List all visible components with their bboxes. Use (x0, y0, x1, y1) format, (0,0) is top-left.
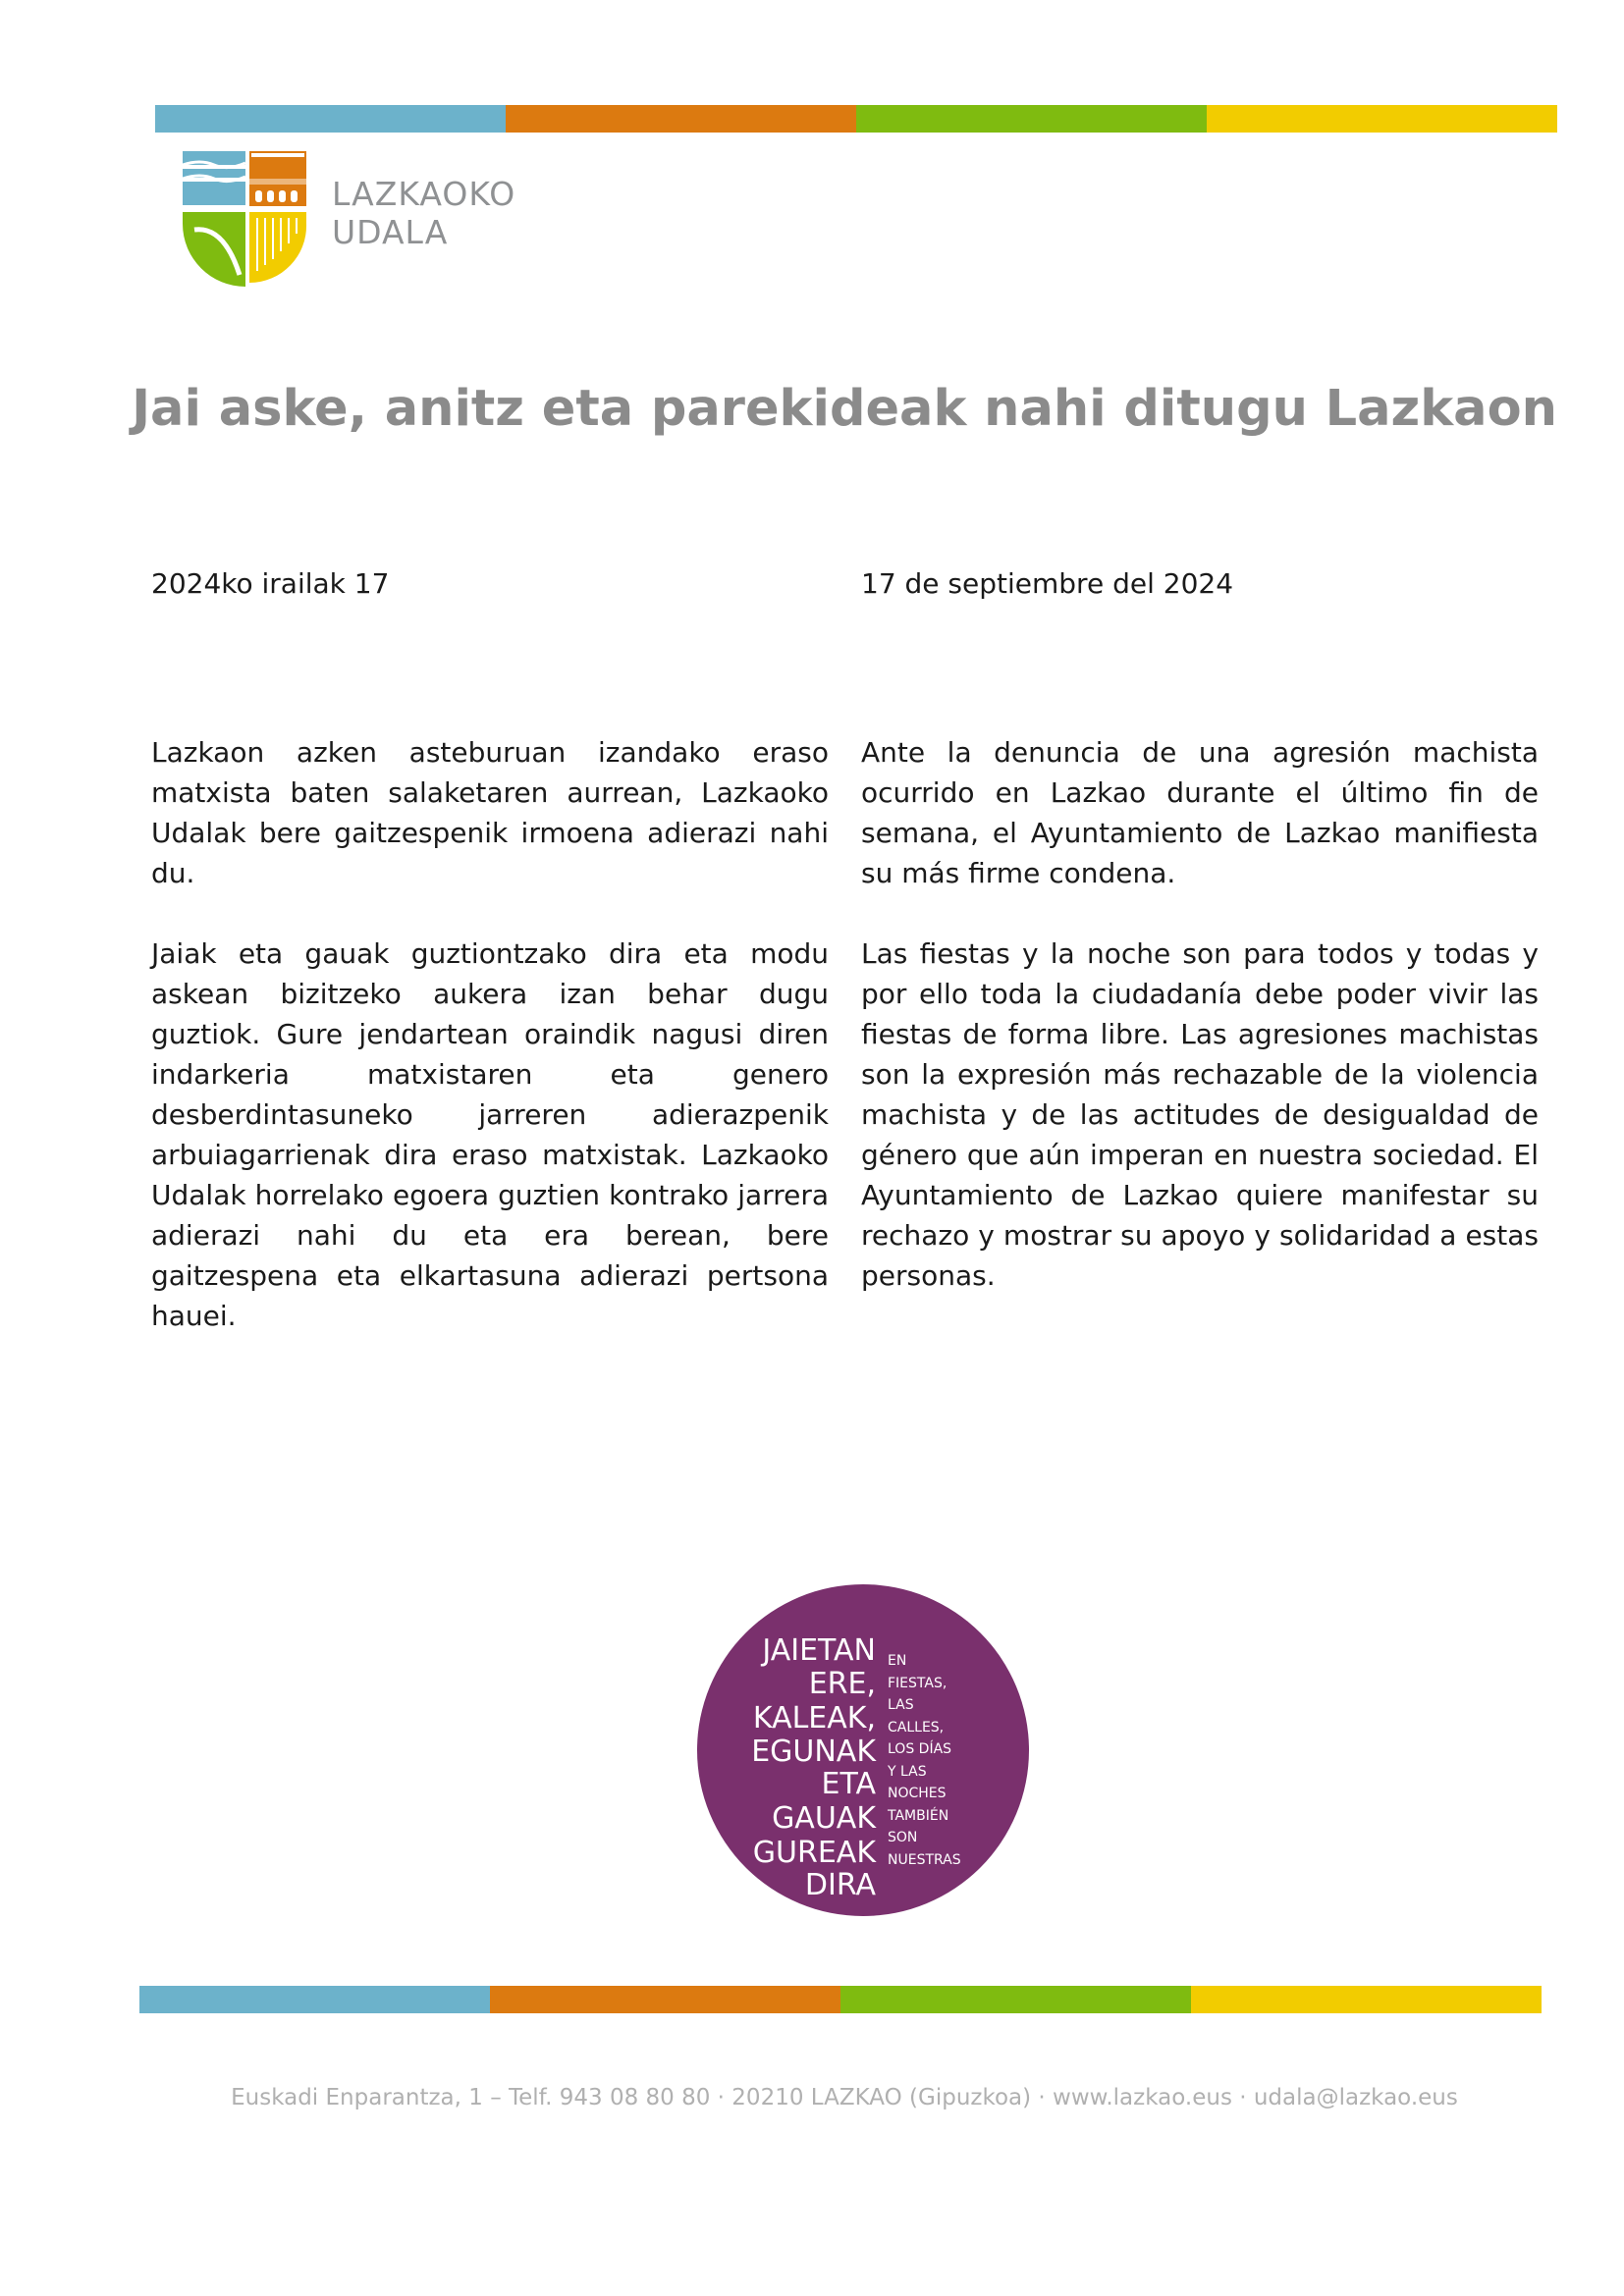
stripe-yellow (1191, 1986, 1542, 2013)
footer-contact: Euskadi Enparantza, 1 – Telf. 943 08 80 80 · 20210 LAZKAO (Gipuzkoa) · www.lazkao.eus · udala@lazkao.eus (231, 2085, 1458, 2110)
badge-eu-line: EGUNAK (751, 1735, 876, 1769)
date-spanish: 17 de septiembre del 2024 (861, 567, 1234, 600)
body-column-basque (151, 732, 829, 1376)
bottom-color-stripe (139, 1986, 1542, 2013)
badge-eu-line: GAUAK (772, 1801, 876, 1836)
paragraph-eu-1: Lazkaon azken asteburuan izandako eraso matxista baten salaketaren aurrean, Lazkaoko Udalak bere gaitzespenik irmoena adierazi nahi du. (151, 736, 829, 889)
badge-es-line: SON (888, 1830, 918, 1845)
lazkao-logo-icon (181, 149, 308, 289)
logo-name-line2: UDALA (332, 213, 449, 251)
badge-eu-line: GUREAK (752, 1836, 876, 1870)
badge-es-line: NUESTRAS (888, 1852, 961, 1868)
badge-eu-line: DIRA (804, 1868, 876, 1902)
body-column-spanish (861, 732, 1539, 1336)
stripe-orange (506, 105, 856, 133)
logo-wordmark (332, 175, 515, 251)
page-title: Jai aske, anitz eta parekideak nahi ditugu Lazkaon (132, 380, 1557, 438)
stripe-orange (490, 1986, 840, 2013)
paragraph-eu-2: Jaiak eta gauak guztiontzako dira eta modu askean bizitzeko aukera izan behar dugu guztiok. Gure jendartean oraindik nagusi diren indarkeria matxistaren eta genero desberdintasuneko jarreren adierazpenik arbuiagarrienak dira eraso matxistak. Lazkaoko Udalak horrelako egoera guztien kontrako jarrera adierazi nahi du eta era berean, bere gaitzespena eta elkartasuna adierazi pertsona hauei. (151, 937, 829, 1332)
badge-es-line: CALLES, (888, 1720, 945, 1735)
badge-es-line: LAS (888, 1697, 914, 1713)
date-basque: 2024ko irailak 17 (151, 567, 390, 600)
stripe-blue (155, 105, 506, 133)
badge-es-line: EN (888, 1653, 907, 1669)
badge-eu-line: ETA (821, 1767, 876, 1801)
stripe-green (856, 105, 1207, 133)
logo-name-line1: LAZKAOKO (332, 175, 516, 213)
badge-eu-line: JAIETAN (762, 1633, 876, 1668)
stripe-green (840, 1986, 1191, 2013)
campaign-badge (697, 1584, 1029, 1916)
paragraph-es-2: Las fiestas y la noche son para todos y todas y por ello toda la ciudadanía debe poder vivir las fiestas de forma libre. Las agresiones machistas son la expresión más rechazable de la violencia machista y de las actitudes de desigualdad de género que aún imperan en nuestra sociedad. El Ayuntamiento de Lazkao quiere manifestar su rechazo y mostrar su apoyo y solidaridad a estas personas. (861, 937, 1539, 1292)
badge-es-line: TAMBIÉN (888, 1808, 949, 1824)
badge-es-line: NOCHES (888, 1786, 947, 1801)
badge-es-line: Y LAS (888, 1764, 927, 1780)
badge-eu-line: KALEAK, (752, 1701, 876, 1735)
badge-es-line: LOS DÍAS (888, 1741, 952, 1757)
paragraph-es-1: Ante la denuncia de una agresión machista ocurrido en Lazkao durante el último fin de semana, el Ayuntamiento de Lazkao manifiesta su más firme condena. (861, 736, 1539, 889)
top-color-stripe (155, 105, 1557, 133)
stripe-yellow (1207, 105, 1557, 133)
badge-es-line: FIESTAS, (888, 1676, 947, 1691)
badge-eu-line: ERE, (808, 1667, 876, 1701)
stripe-blue (139, 1986, 490, 2013)
